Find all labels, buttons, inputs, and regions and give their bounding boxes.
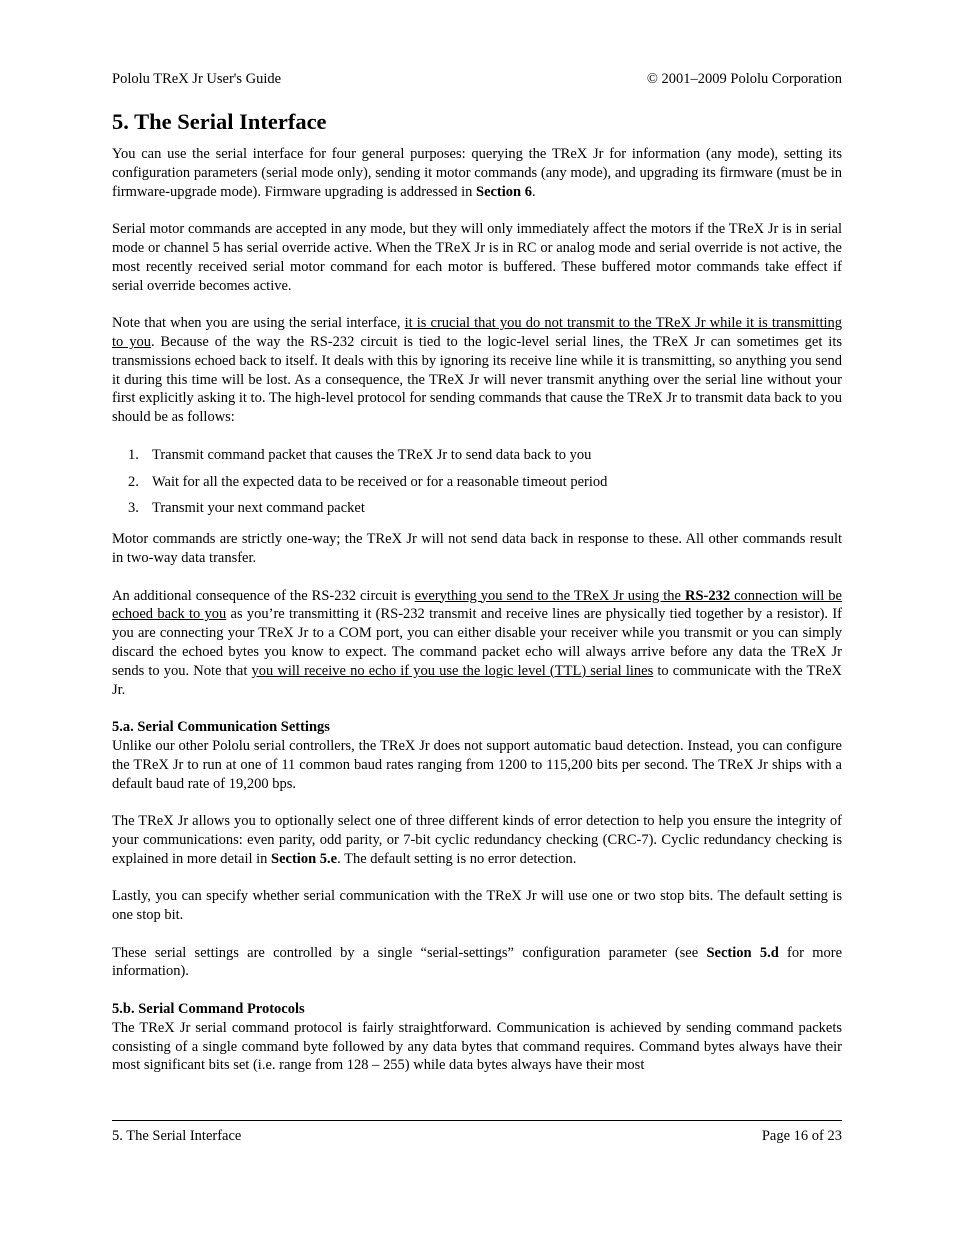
motor-commands-paragraph: Serial motor commands are accepted in any mode, but they will only immediately affect the motors if the TReX Jr is in serial mode or channel 5 has serial override active. When the TReX Jr is in RC or analog mode and serial override is not active, the most recently received serial motor command for each motor is buffered. These buffered motor commands take effect if serial override becomes active. bbox=[112, 221, 842, 294]
settings-post: for more information). bbox=[112, 944, 843, 980]
error-detection-paragraph bbox=[112, 812, 842, 868]
footer-section-name: 5. The Serial Interface bbox=[112, 1128, 242, 1144]
echo-rs232-bold: RS-232 bbox=[684, 587, 731, 604]
echo-u2: connection will be echoed back to you bbox=[112, 587, 842, 623]
list-number: 1. bbox=[128, 446, 139, 463]
footer-divider bbox=[112, 1120, 842, 1121]
subsection-heading-5b: 5.b. Serial Command Protocols bbox=[112, 1001, 305, 1018]
intro-end: . bbox=[531, 183, 536, 200]
settings-pre: These serial settings are controlled by a single “serial-settings” configuration parameter (see bbox=[112, 944, 707, 961]
section-6-reference: Section 6 bbox=[476, 183, 532, 200]
echo-underlined-2: you will receive no echo if you use the logic level (TTL) serial lines bbox=[251, 662, 654, 679]
warning-underlined: it is crucial that you do not transmit to the TReX Jr while it is transmitting to you bbox=[112, 315, 843, 350]
running-header bbox=[112, 70, 842, 90]
list-item bbox=[112, 473, 842, 492]
warning-pre: Note that when you are using the serial interface, bbox=[112, 315, 405, 332]
page-number: Page 16 of 23 bbox=[761, 1128, 842, 1144]
intro-paragraph bbox=[112, 145, 842, 201]
stop-bits-paragraph: Lastly, you can specify whether serial communication with the TReX Jr will use one or two stop bits. The default setting is one stop bit. bbox=[112, 888, 842, 924]
list-text: Wait for all the expected data to be received or for a reasonable timeout period bbox=[152, 473, 608, 490]
protocol-paragraph: The TReX Jr serial command protocol is fairly straightforward. Communication is achieved by sending command packets consisting of a single command byte followed by any data bytes that command requires. Command bytes always have their most significant bits set (i.e. range from 128 – 255) while data bytes always have their most bbox=[112, 1019, 842, 1074]
echo-post: to communicate with the TReX Jr. bbox=[112, 662, 842, 698]
section-5d-reference: Section 5.d bbox=[706, 944, 779, 961]
echo-pre: An additional consequence of the RS-232 circuit is bbox=[112, 587, 415, 604]
list-text: Transmit command packet that causes the TReX Jr to send data back to you bbox=[152, 446, 592, 463]
intro-text: You can use the serial interface for four general purposes: querying the TReX Jr for information (any mode), setting its configuration parameters (serial mode only), sending it motor commands (any mode), and upgrading its firmware (must be in firmware-upgrade mode). Firmware upgrading is addressed in bbox=[112, 146, 842, 200]
list-number: 3. bbox=[128, 500, 139, 517]
list-text: Transmit your next command packet bbox=[152, 500, 365, 517]
running-footer bbox=[112, 1127, 842, 1147]
echo-paragraph bbox=[112, 587, 842, 700]
echo-u1: everything you send to the TReX Jr using the bbox=[414, 587, 685, 604]
echo-mid: as you’re transmitting it (RS-232 transmit and receive lines are physically tied together by a resistor). If you are connecting your TReX Jr to a COM port, you can either disable your receiver while you transmit or you can simply discard the echoed bytes you know to expect. The command packet echo will always arrive before any data the TReX Jr sends to you. Note that bbox=[112, 606, 842, 679]
transmit-warning-paragraph bbox=[112, 314, 842, 427]
page-content bbox=[112, 108, 842, 1094]
list-item bbox=[112, 446, 842, 465]
section-5e-reference: Section 5.e bbox=[271, 850, 338, 867]
settings-parameter-paragraph bbox=[112, 944, 842, 982]
list-item bbox=[112, 499, 842, 518]
protocol-steps-list bbox=[112, 446, 842, 518]
subsection-heading-5a: 5.a. Serial Communication Settings bbox=[112, 719, 330, 736]
one-way-paragraph: Motor commands are strictly one-way; the TReX Jr will not send data back in response to these. All other commands result in two-way data transfer. bbox=[112, 531, 842, 566]
list-number: 2. bbox=[128, 473, 139, 490]
document-page bbox=[112, 0, 842, 1235]
error-post: . The default setting is no error detection. bbox=[337, 850, 577, 867]
baud-paragraph: Unlike our other Pololu serial controllers, the TReX Jr does not support automatic baud detection. Instead, you can configure the TReX Jr to run at one of 11 common baud rates ranging from 1200 to 115,200 bits per second. The TReX Jr ships with a default baud rate of 19,200 bps. bbox=[112, 737, 842, 792]
header-guide-title: Pololu TReX Jr User's Guide bbox=[112, 71, 282, 87]
warning-post: . Because of the way the RS-232 circuit is tied to the logic-level serial lines, the TReX Jr can sometimes get its transmissions echoed back to itself. It deals with this by ignoring its receive line while it is transmitting, so anything you send it during this time will be lost. As a consequence, the TReX Jr will never transmit anything over the serial line without your first explicitly asking it to. The high-level protocol for sending commands that cause the TReX Jr to transmit data back to you should be as follows: bbox=[112, 333, 842, 426]
header-copyright: © 2001–2009 Pololu Corporation bbox=[646, 71, 842, 87]
section-title: 5. The Serial Interface bbox=[112, 109, 327, 134]
error-pre: The TReX Jr allows you to optionally select one of three different kinds of error detection to help you ensure the integrity of your communications: even parity, odd parity, or 7-bit cyclic redundancy checking (CRC-7). Cyclic redundancy checking is explained in more detail in bbox=[112, 813, 842, 867]
